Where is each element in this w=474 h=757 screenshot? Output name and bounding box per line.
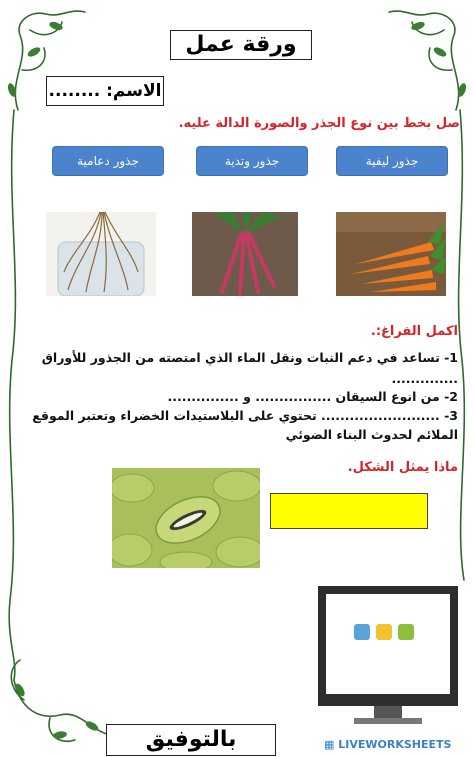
brand-name: LIVEWORKSHEETS — [338, 738, 452, 751]
figure-question-title: ماذا يمثل الشكل. — [347, 460, 458, 475]
liveworksheets-logo — [324, 738, 451, 751]
question-3[interactable]: 3- ......................... تحتوي على البلاستيدات الخضراء وتعتبر الموقع — [32, 408, 458, 423]
carrot-roots-image[interactable] — [336, 212, 446, 296]
root-type-button-prop[interactable]: جذور دعامية — [52, 146, 164, 176]
fibrous-roots-image[interactable] — [46, 212, 156, 296]
closing-text: بالتوفيق — [106, 724, 276, 756]
student-name-field[interactable]: الاسم: ........ — [46, 76, 164, 106]
question-1-blank[interactable]: .............. — [391, 371, 458, 386]
figure-answer-box[interactable] — [270, 493, 428, 529]
question-1: 1- تساعد في دعم النبات ونقل الماء الذي امتصته من الجذور للأوراق — [41, 350, 458, 365]
logo-icon: ▦ — [324, 738, 335, 751]
question-2[interactable]: 2- من انوع السيقان ................ و ............... — [167, 389, 458, 404]
root-type-button-taproot[interactable]: جذور وتدية — [196, 146, 308, 176]
root-type-button-fibrous[interactable]: جذور ليفية — [336, 146, 448, 176]
stoma-image — [112, 468, 260, 568]
fill-blanks-title: اكمل الفراغ:. — [370, 324, 458, 339]
worksheet-title: ورقة عمل — [170, 30, 312, 60]
question-3-continued: الملائم لحدوث البناء الضوئي — [285, 427, 458, 442]
matching-instruction: صل بخط بين نوع الجذر والصورة الدالة عليه. — [178, 116, 460, 131]
beet-roots-image[interactable] — [192, 212, 298, 296]
monitor-illustration — [318, 586, 458, 734]
